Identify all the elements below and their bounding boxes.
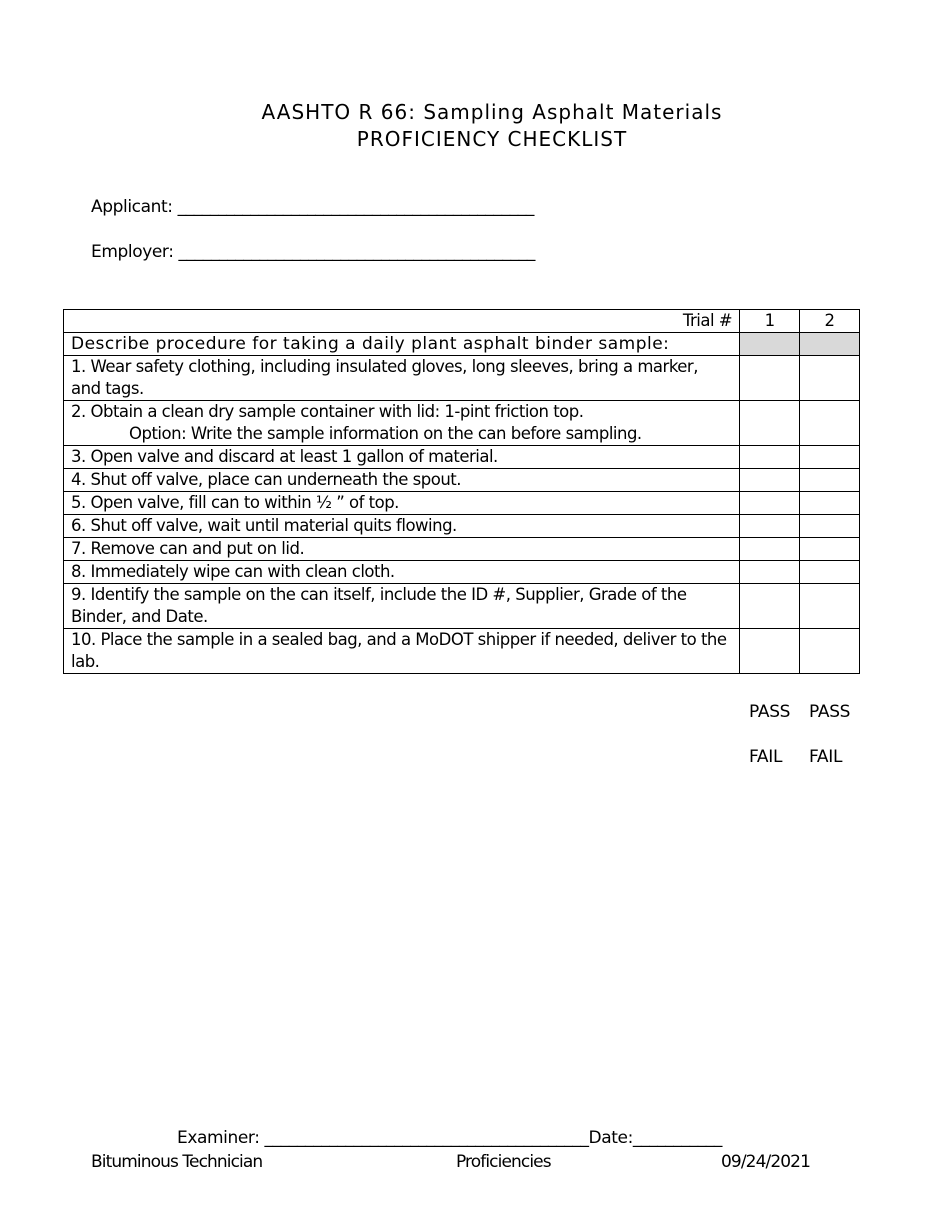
section-heading-row (64, 333, 860, 356)
trial-label: Trial # (64, 310, 740, 333)
trial-1-header: 1 (740, 310, 800, 333)
table-row (64, 446, 860, 469)
trial-2-header: 2 (800, 310, 860, 333)
footer-center: Proficiencies (456, 1152, 551, 1172)
step-cell (64, 401, 740, 446)
section-heading: Describe procedure for taking a daily plant asphalt binder sample: (64, 333, 740, 356)
trial-2-check-cell[interactable] (800, 538, 860, 561)
step-text: 4. Shut off valve, place can underneath the spout. (64, 469, 740, 492)
trial-1-pass-option[interactable]: PASS (749, 702, 791, 722)
shaded-cell-trial-2 (800, 333, 860, 356)
table-row (64, 492, 860, 515)
trial-1-check-cell[interactable] (740, 356, 800, 401)
table-row (64, 401, 860, 446)
trial-2-check-cell[interactable] (800, 515, 860, 538)
trial-2-check-cell[interactable] (800, 401, 860, 446)
trial-2-check-cell[interactable] (800, 584, 860, 629)
trial-1-check-cell[interactable] (740, 492, 800, 515)
document-title: AASHTO R 66: Sampling Asphalt Materials (261, 100, 723, 124)
proficiency-checklist-table (63, 309, 860, 674)
applicant-field[interactable]: Applicant: ____________________________________________ (91, 197, 534, 217)
trial-2-check-cell[interactable] (800, 561, 860, 584)
trial-1-check-cell[interactable] (740, 515, 800, 538)
trial-2-pass-option[interactable]: PASS (809, 702, 851, 722)
trial-1-check-cell[interactable] (740, 561, 800, 584)
trial-header-row (64, 310, 860, 333)
trial-1-check-cell[interactable] (740, 538, 800, 561)
trial-2-check-cell[interactable] (800, 356, 860, 401)
step-text: 3. Open valve and discard at least 1 gallon of material. (64, 446, 740, 469)
trial-1-check-cell[interactable] (740, 469, 800, 492)
step-text: 5. Open valve, fill can to within ½ ” of top. (64, 492, 740, 515)
table-row (64, 538, 860, 561)
trial-1-check-cell[interactable] (740, 629, 800, 674)
trial-1-check-cell[interactable] (740, 401, 800, 446)
step-note: Option: Write the sample information on the can before sampling. (129, 424, 642, 443)
table-row (64, 584, 860, 629)
document-subtitle: PROFICIENCY CHECKLIST (356, 127, 628, 151)
trial-1-check-cell[interactable] (740, 446, 800, 469)
trial-1-fail-option[interactable]: FAIL (749, 747, 783, 767)
table-row (64, 629, 860, 674)
footer-left: Bituminous Technician (91, 1152, 263, 1172)
table-row (64, 515, 860, 538)
table-row (64, 469, 860, 492)
trial-2-check-cell[interactable] (800, 446, 860, 469)
examiner-date-field[interactable]: Examiner: ________________________________________Date:___________ (177, 1128, 723, 1148)
table-row (64, 561, 860, 584)
footer-date: 09/24/2021 (721, 1152, 810, 1172)
step-text: 7. Remove can and put on lid. (64, 538, 740, 561)
step-text: 2. Obtain a clean dry sample container with lid: 1-pint friction top. (71, 402, 584, 421)
step-text: 9. Identify the sample on the can itself, include the ID #, Supplier, Grade of the Binder, and Date. (64, 584, 740, 629)
trial-2-check-cell[interactable] (800, 492, 860, 515)
trial-2-check-cell[interactable] (800, 629, 860, 674)
trial-2-check-cell[interactable] (800, 469, 860, 492)
step-text: 10. Place the sample in a sealed bag, and a MoDOT shipper if needed, deliver to the lab. (64, 629, 740, 674)
step-text: 6. Shut off valve, wait until material quits flowing. (64, 515, 740, 538)
shaded-cell-trial-1 (740, 333, 800, 356)
table-row (64, 356, 860, 401)
step-text: 8. Immediately wipe can with clean cloth. (64, 561, 740, 584)
step-text: 1. Wear safety clothing, including insulated gloves, long sleeves, bring a marker, and tags. (64, 356, 740, 401)
employer-field[interactable]: Employer: ____________________________________________ (91, 242, 535, 262)
trial-2-fail-option[interactable]: FAIL (809, 747, 843, 767)
trial-1-check-cell[interactable] (740, 584, 800, 629)
